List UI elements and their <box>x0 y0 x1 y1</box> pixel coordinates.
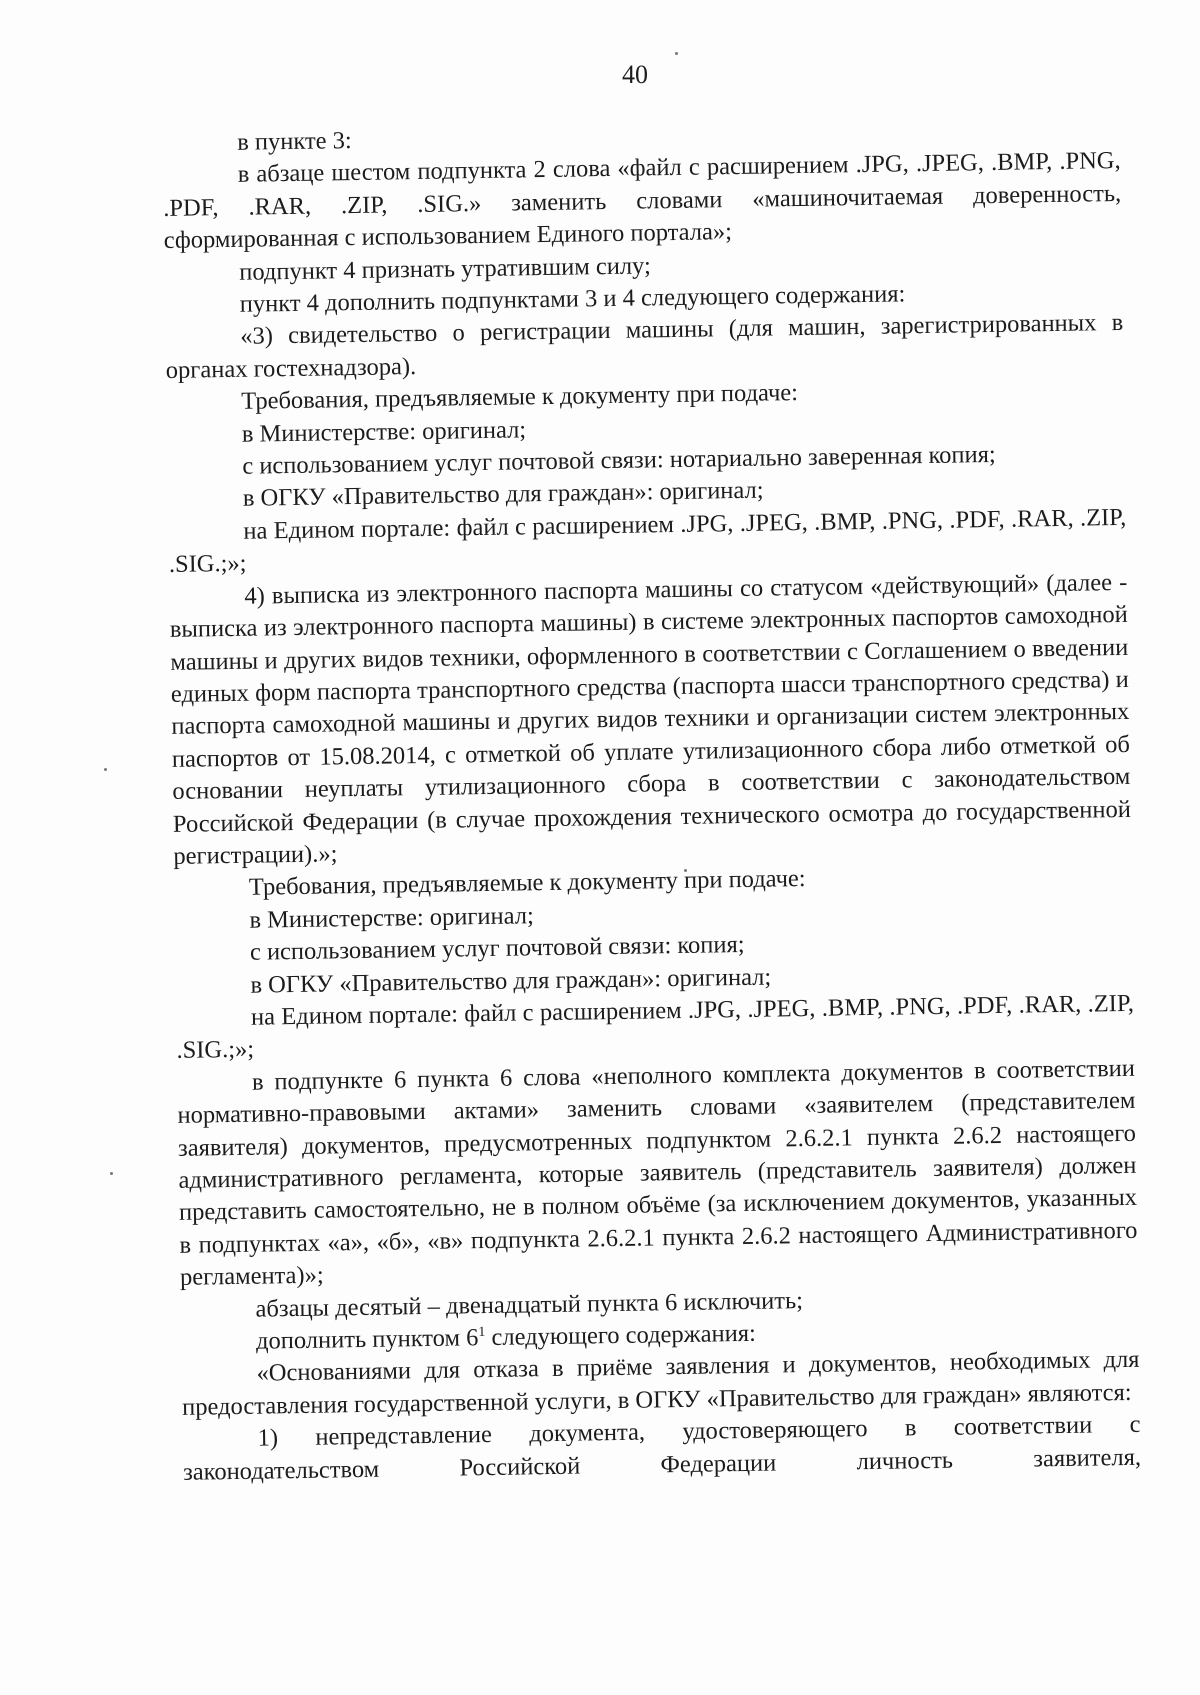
paragraph: на Едином портале: файл с расширением .JPG, .JPEG, .BMP, .PNG, .PDF, .RAR, .ZIP, .SIG.;»; <box>176 989 1135 1065</box>
paragraph: абзацы десятый – двенадцатый пункта 6 исключить; <box>255 1286 804 1323</box>
paragraph: в Министерстве: оригинал; <box>249 902 534 934</box>
paragraph: с использованием услуг почтовой связи: нотариально заверенная копия; <box>242 441 996 480</box>
paragraph: в подпункте 6 пункта 6 слова «неполного комплекта документов в соответствии нормативно-правовыми актами» заменить словами «заявителем (представителем заявителя) документов, предусмотренных подпунктом 2.6.2.1 пункта 2.6.2 настоящего административного регламента, которые заявитель (представитель заявителя) должен представить самостоятельно, не в полном объёме (за исключением документов, указанных в подпунктах «а», «б», «в» подпункта 2.6.2.1 пункта 2.6.2 настоящего Административного регламента)»; <box>177 1054 1138 1292</box>
supplement-text-start: дополнить пунктом 6 <box>255 1324 479 1355</box>
paragraph: в абзаце шестом подпункта 2 слова «файл с расширением .JPG, .JPEG, .BMP, .PNG, .PDF, .RAR, .ZIP, .SIG.» заменить словами «машиночитаемая доверенность, сформированная с использованием Единого портала»; <box>163 147 1122 255</box>
superscript-marker: 1 <box>478 1324 486 1341</box>
paragraph: в ОГКУ «Правительство для граждан»: оригинал; <box>250 963 772 999</box>
paragraph: «Основаниями для отказа в приёме заявления и документов, необходимых для предоставления государственной услуги, в ОГКУ «Правительство для граждан» являются: <box>181 1346 1140 1421</box>
scan-speck <box>104 768 107 771</box>
paragraph: на Едином портале: файл с расширением .JPG, .JPEG, .BMP, .PNG, .PDF, .RAR, .ZIP, .SIG.;»; <box>168 503 1127 579</box>
paragraph: в пункте 3: <box>237 127 352 156</box>
paragraph: Требования, предъявляемые к документу при подаче: <box>241 379 799 416</box>
paragraph: пункт 4 дополнить подпунктами 3 и 4 следующего содержания: <box>239 280 906 318</box>
page-number: 40 <box>622 60 648 89</box>
paragraph: «3) свидетельство о регистрации машины (для машин, зарегистрированных в органах гостехнадзора). <box>165 309 1124 384</box>
paragraph: с использованием услуг почтовой связи: копия; <box>249 931 745 966</box>
document-body <box>162 113 1141 1489</box>
paragraph: в ОГКУ «Правительство для граждан»: оригинал; <box>242 477 764 513</box>
paragraph: в Министерстве: оригинал; <box>241 415 527 448</box>
paragraph: 1) непредставление документа, удостоверяющего в соответствии с законодательством Российской Федерации личность заявителя, <box>182 1411 1142 1486</box>
scan-speck <box>110 1172 113 1175</box>
paragraph: Требования, предъявляемые к документу при подаче: <box>248 865 806 902</box>
scan-speck <box>675 52 678 55</box>
supplement-text-end: следующего содержания: <box>485 1319 756 1352</box>
paragraph: подпункт 4 признать утратившим силу; <box>239 251 652 286</box>
paragraph: 4) выписка из электронного паспорта машины со статусом «действующий» (далее - выписка из электронного паспорта машины) в системе электронных паспортов самоходной машины и других видов техники, оформленного в соответствии с Соглашением о введении единых форм паспорта транспортного средства (паспорта шасси транспортного средства) и паспорта самоходной машины и других видов техники и организации систем электронных паспортов от 15.08.2014, с отметкой об уплате утилизационного сбора либо отметкой об основании неуплаты утилизационного сбора в соответствии с законодательством Российской Федерации (в случае прохождения технического осмотра до государственной регистрации).»; <box>169 568 1132 870</box>
